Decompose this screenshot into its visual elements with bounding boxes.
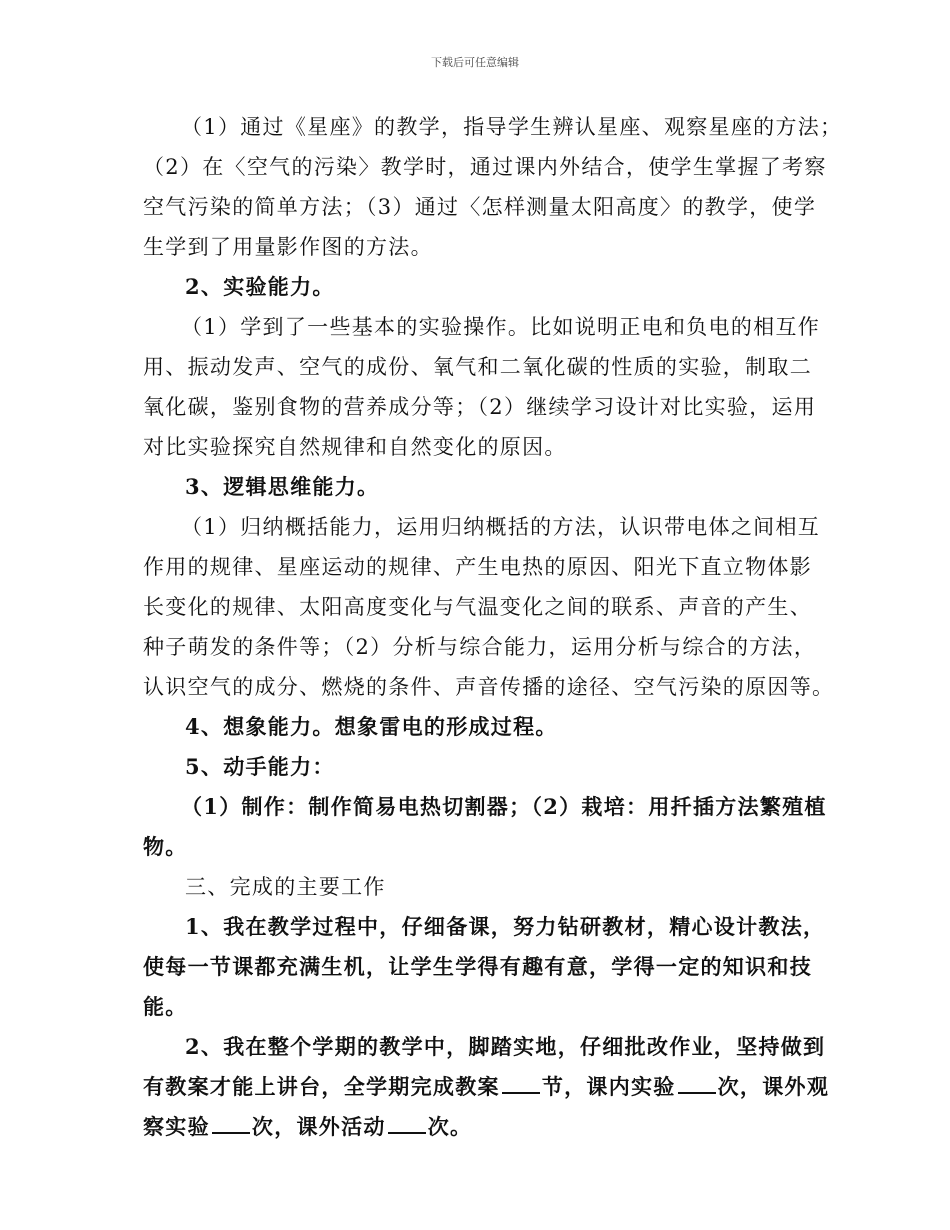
section-heading-main-work: 三、完成的主要工作: [185, 875, 386, 899]
blank-class-experiments: [678, 1072, 716, 1094]
heading-handson-ability: 5、动手能力：: [185, 754, 335, 779]
text-fragment: 次，课外观: [717, 1074, 830, 1099]
paragraph-line: 用、振动发声、空气的成份、氧气和二氧化碳的性质的实验，制取二: [143, 355, 812, 379]
paragraph-line: 对比实验探究自然规律和自然变化的原因。: [143, 435, 567, 459]
paragraph-line: 长变化的规律、太阳高度变化与气温变化之间的联系、声音的产生、: [143, 595, 812, 619]
paragraph-line: 氧化碳，鉴别食物的营养成分等；（2）继续学习设计对比实验，运用: [143, 395, 817, 419]
paragraph-line: 生学到了用量影作图的方法。: [143, 235, 433, 259]
paragraph-line: 作用的规律、星座运动的规律、产生电热的原因、阳光下直立物体影: [143, 555, 812, 579]
paragraph-line: 2、我在整个学期的教学中，脚踏实地，仔细批改作业，坚持做到: [185, 1034, 826, 1059]
paragraph-line: [143, 1070, 830, 1104]
paragraph-line: （1）通过《星座》的教学，指导学生辨认星座、观察星座的方法；: [181, 115, 843, 139]
text-fragment: 次，课外活动: [251, 1114, 386, 1139]
blank-outdoor-observations: [212, 1112, 250, 1134]
text-fragment: 节，课内实验: [541, 1074, 676, 1099]
text-fragment: 次。: [427, 1114, 473, 1139]
paragraph-line: 物。: [143, 834, 188, 859]
paragraph-line: 能。: [143, 994, 188, 1019]
heading-logic-ability: 3、逻辑思维能力。: [185, 474, 380, 499]
document-body: [143, 110, 843, 1144]
paragraph-line: 空气污染的简单方法；（3）通过〈怎样测量太阳高度〉的教学，使学: [143, 195, 817, 219]
paragraph-line: [143, 1110, 813, 1144]
paragraph-line: （1）归纳概括能力，运用归纳概括的方法，认识带电体之间相互: [181, 515, 821, 539]
paragraph-line: 使每一节课都充满生机，让学生学得有趣有意，学得一定的知识和技: [143, 954, 812, 979]
paragraph-line: （1）制作：制作简易电热切割器；（2）栽培：用扦插方法繁殖植: [181, 794, 827, 819]
blank-lessons: [502, 1072, 540, 1094]
paragraph-line: 认识空气的成分、燃烧的条件、声音传播的途径、空气污染的原因等。: [143, 675, 835, 699]
paragraph-line: 种子萌发的条件等；（2）分析与综合能力，运用分析与综合的方法，: [143, 635, 817, 659]
paragraph-line: 1、我在教学过程中，仔细备课，努力钻研教材，精心设计教法，: [185, 914, 826, 939]
text-fragment: 察实验: [143, 1114, 210, 1139]
paragraph-line: （1）学到了一些基本的实验操作。比如说明正电和负电的相互作: [181, 315, 821, 339]
heading-imagination-ability: 4、想象能力。想象雷电的形成过程。: [185, 714, 558, 739]
paragraph-line: （2）在〈空气的污染〉教学时，通过课内外结合，使学生掌握了考察: [143, 155, 827, 179]
heading-experiment-ability: 2、实验能力。: [185, 274, 335, 299]
blank-activities: [388, 1112, 426, 1134]
page-header: 下载后可任意编辑: [431, 56, 519, 69]
text-fragment: 有教案才能上讲台，全学期完成教案: [143, 1074, 500, 1099]
